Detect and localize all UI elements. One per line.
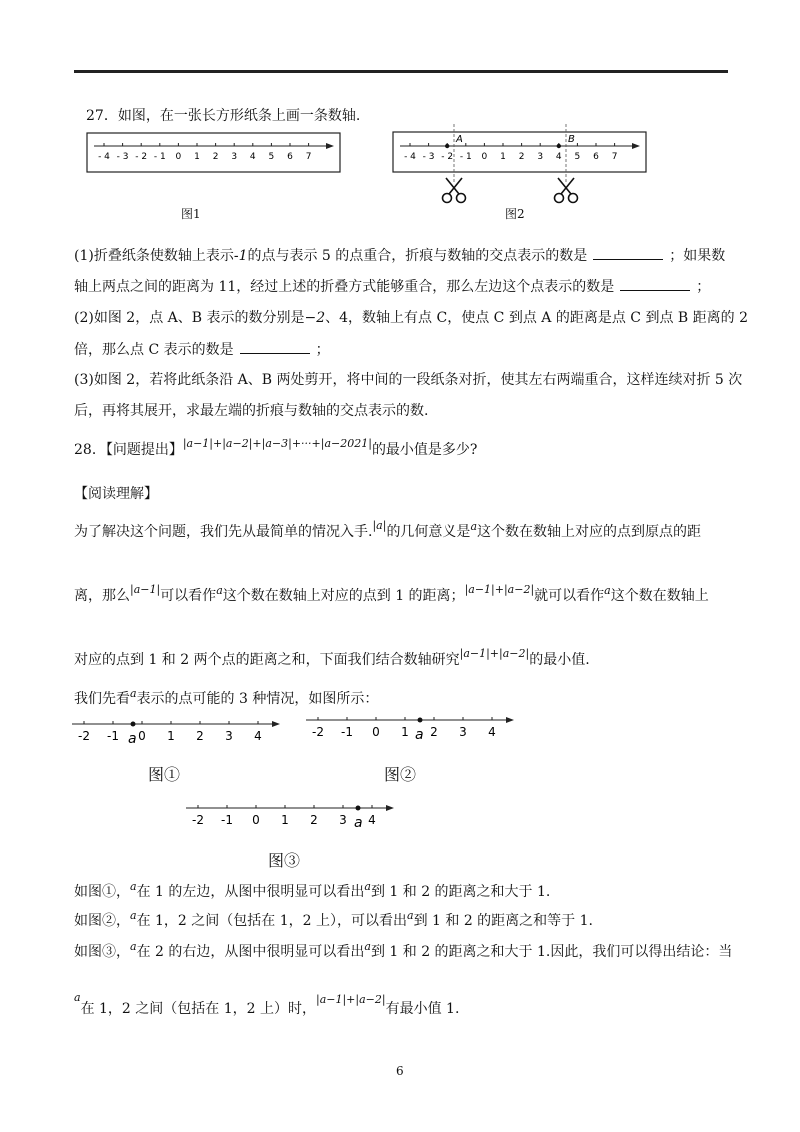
text: 在 2 的右边，从图中很明显可以看出 bbox=[136, 944, 365, 960]
tick-label: 0 bbox=[252, 813, 260, 827]
answer-blank[interactable] bbox=[240, 339, 310, 354]
reading-line4 bbox=[74, 689, 378, 710]
reading-heading: 【阅读理解】 bbox=[74, 486, 158, 502]
math-var-a: a bbox=[130, 687, 137, 700]
text: (2)如图 2，点 A、B 表示的数分别是 bbox=[74, 310, 305, 326]
text: 就可以看作 bbox=[534, 588, 605, 604]
text: 有最小值 1. bbox=[385, 1001, 460, 1017]
text: 倍，那么点 C 表示的数是 bbox=[74, 342, 234, 358]
figure-2-number-line bbox=[392, 122, 652, 208]
tick-label: 1 bbox=[281, 813, 289, 827]
q27-part3-line2: 后，再将其展开，求最左端的折痕与数轴的交点表示的数. bbox=[74, 403, 429, 419]
tick-label: 1 bbox=[401, 725, 409, 739]
page-number: 6 bbox=[396, 1064, 404, 1078]
point-dot bbox=[557, 144, 561, 148]
tick-label: 0 bbox=[138, 729, 146, 743]
math-var-a: a bbox=[74, 991, 81, 1004]
text: 的点与表示 5 的点重合，折痕与数轴的交点表示的数是 bbox=[247, 248, 588, 264]
tick-label: 1 bbox=[500, 152, 506, 162]
tick-label: 3 bbox=[231, 152, 238, 162]
figure-1-caption: 图1 bbox=[181, 207, 201, 221]
point-a-label: a bbox=[354, 815, 363, 831]
tick-label: 3 bbox=[537, 152, 544, 162]
math-abs-a: |a| bbox=[372, 519, 387, 532]
text: 我们先看 bbox=[74, 691, 130, 707]
text: 可以看作 bbox=[160, 588, 217, 604]
text: 表示的点可能的 3 种情况，如图所示： bbox=[136, 691, 379, 707]
point-a-label: a bbox=[128, 731, 137, 747]
tick-label: 2 bbox=[196, 729, 204, 743]
reading-line3 bbox=[74, 647, 590, 671]
tick-label: 6 bbox=[593, 152, 599, 162]
case-3-text bbox=[74, 942, 732, 963]
tick-label: -2 bbox=[78, 729, 90, 743]
text: 轴上两点之间的距离为 11，经过上述的折叠方式能够重合，那么左边这个点表示的数是 bbox=[74, 279, 615, 295]
case-2-text bbox=[74, 911, 593, 932]
text: 的最小值是多少? bbox=[371, 442, 478, 458]
tick-label: 4 bbox=[555, 152, 562, 162]
q27-part2-line1 bbox=[74, 308, 748, 328]
tick-label: -2 bbox=[312, 725, 324, 739]
math-var-a: a bbox=[130, 909, 137, 922]
tick-label: - 3 bbox=[422, 152, 435, 162]
tick-label: -1 bbox=[221, 813, 233, 827]
text: 到 1 和 2 的距离之和大于 1. bbox=[370, 884, 551, 900]
q27-part1-line2 bbox=[74, 276, 710, 297]
tick-label: 1 bbox=[194, 152, 200, 162]
point-a-label: A bbox=[456, 134, 463, 145]
number-line-case-3 bbox=[184, 802, 396, 836]
tick-label: -1 bbox=[341, 725, 353, 739]
math-neg-one: -1 bbox=[233, 248, 248, 264]
text: 对应的点到 1 和 2 两个点的距离之和，下面我们结合数轴研究 bbox=[74, 652, 460, 668]
tick-label: 0 bbox=[372, 725, 380, 739]
tick-label: 5 bbox=[574, 152, 581, 162]
tick-label: - 1 bbox=[459, 152, 472, 162]
math-var-a: a bbox=[604, 584, 611, 597]
text: 为了解决这个问题，我们先从最简单的情况入手. bbox=[74, 524, 373, 540]
tick-label: 7 bbox=[305, 152, 312, 162]
figure-2-caption: 图2 bbox=[505, 207, 525, 221]
text: 如图②， bbox=[74, 913, 130, 929]
math-var-a: a bbox=[130, 940, 137, 953]
figure-case-2-caption: 图② bbox=[384, 765, 417, 784]
math-var-a: a bbox=[216, 584, 223, 597]
text: 在 1，2 之间（包括在 1，2 上）时， bbox=[80, 1001, 316, 1017]
number-line-case-1 bbox=[70, 718, 282, 752]
text: 这个数在数轴上对应的点到 1 的距离； bbox=[222, 588, 465, 604]
text: 到 1 和 2 的距离之和大于 1.因此，我们可以得出结论：当 bbox=[370, 944, 733, 960]
tick-label: 2 bbox=[212, 152, 219, 162]
text: ； bbox=[315, 342, 330, 358]
math-expression: |a−1|+|a−2| bbox=[459, 647, 530, 660]
reading-line1 bbox=[74, 519, 701, 543]
math-var-a: a bbox=[407, 909, 414, 922]
tick-label: - 1 bbox=[153, 152, 166, 162]
q27-intro: 27．如图，在一张长方形纸条上画一条数轴. bbox=[86, 108, 361, 124]
point-b-label: B bbox=[568, 134, 575, 145]
math-expression: |a−1|+|a−2|+|a−3|+···+|a−2021| bbox=[182, 437, 372, 450]
q27-part1-line1 bbox=[74, 245, 725, 266]
tick-label: 4 bbox=[488, 725, 496, 739]
text: 、4，数轴上有点 C，使点 C 到点 A 的距离是点 C 到点 B 距离的 2 bbox=[325, 310, 748, 326]
text: 在 1，2 之间（包括在 1，2 上），可以看出 bbox=[136, 913, 407, 929]
q27-part2-line2 bbox=[74, 339, 330, 360]
figure-1-number-line bbox=[86, 132, 356, 176]
point-dot bbox=[445, 144, 449, 148]
tick-label: -1 bbox=[107, 729, 119, 743]
conclusion-text bbox=[74, 991, 460, 1020]
math-expression: |a−1|+|a−2| bbox=[316, 993, 386, 1006]
tick-label: 2 bbox=[310, 813, 318, 827]
tick-label: 2 bbox=[430, 725, 438, 739]
text: 离，那么 bbox=[74, 588, 130, 604]
text: 28．【问题提出】 bbox=[74, 442, 183, 458]
header-rule bbox=[74, 70, 728, 73]
tick-label: - 4 bbox=[404, 152, 416, 162]
text: 这个数在数轴上 bbox=[610, 588, 709, 604]
text: (1)折叠纸条使数轴上表示 bbox=[74, 248, 234, 264]
tick-label: -2 bbox=[192, 813, 204, 827]
number-line-case-2 bbox=[304, 714, 516, 748]
tick-label: 7 bbox=[611, 152, 618, 162]
tick-label: 1 bbox=[167, 729, 175, 743]
tick-label: 4 bbox=[249, 152, 256, 162]
q28-heading bbox=[74, 437, 478, 461]
figure-case-1-caption: 图① bbox=[148, 765, 181, 784]
math-var-a: a bbox=[364, 880, 371, 893]
tick-label: 0 bbox=[481, 152, 488, 162]
tick-label: 3 bbox=[225, 729, 233, 743]
tick-label: 3 bbox=[459, 725, 467, 739]
math-var-a: a bbox=[130, 880, 137, 893]
q27-part3-line1: (3)如图 2，若将此纸条沿 A、B 两处剪开，将中间的一段纸条对折，使其左右两端重合，这样连续对折 5 次 bbox=[74, 372, 743, 388]
tick-label: 5 bbox=[268, 152, 275, 162]
math-var-a: a bbox=[364, 940, 371, 953]
tick-label: 3 bbox=[339, 813, 347, 827]
answer-blank[interactable] bbox=[620, 276, 690, 291]
tick-label: 4 bbox=[368, 813, 376, 827]
text: ；如果数 bbox=[669, 248, 726, 264]
text: 如图③， bbox=[74, 944, 130, 960]
text: 到 1 和 2 的距离之和等于 1. bbox=[413, 913, 593, 929]
reading-line2 bbox=[74, 583, 709, 607]
figure-case-3-caption: 图③ bbox=[268, 851, 301, 870]
tick-label: - 4 bbox=[98, 152, 110, 162]
math-expression: |a−1|+|a−2| bbox=[464, 583, 535, 596]
tick-label: - 2 bbox=[135, 152, 148, 162]
text: 在 1 的左边，从图中很明显可以看出 bbox=[136, 884, 365, 900]
tick-label: 6 bbox=[287, 152, 293, 162]
tick-label: 0 bbox=[175, 152, 182, 162]
answer-blank[interactable] bbox=[593, 245, 663, 260]
text: 的几何意义是 bbox=[386, 524, 471, 540]
math-var-a: a bbox=[470, 520, 477, 533]
math-neg-two: −2 bbox=[304, 310, 326, 326]
tick-label: 4 bbox=[254, 729, 262, 743]
tick-label: - 3 bbox=[116, 152, 129, 162]
tick-label: 2 bbox=[518, 152, 525, 162]
text: 如图①， bbox=[74, 884, 130, 900]
text: ； bbox=[696, 279, 711, 295]
text: 这个数在数轴上对应的点到原点的距 bbox=[477, 524, 701, 540]
case-1-text bbox=[74, 882, 550, 903]
tick-label: - 2 bbox=[441, 152, 454, 162]
point-a-label: a bbox=[415, 727, 424, 743]
math-abs-a-minus-1: |a−1| bbox=[130, 583, 161, 596]
text: 的最小值. bbox=[529, 652, 590, 668]
